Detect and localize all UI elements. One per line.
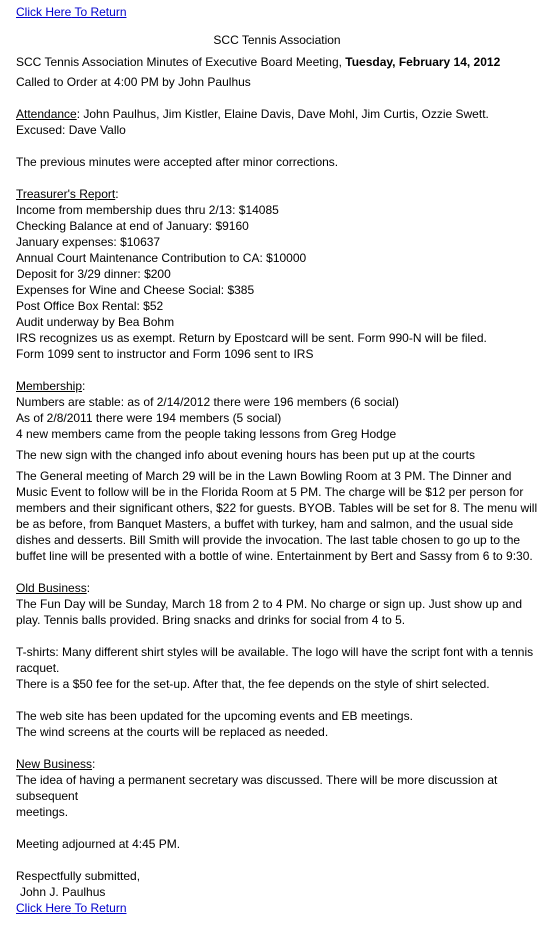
top-return-line	[16, 4, 538, 20]
signoff-name: John J. Paulhus	[20, 885, 106, 899]
old-business-heading: Old Business	[16, 581, 87, 595]
page-title: SCC Tennis Association	[213, 33, 341, 47]
bottom-return-link-text[interactable]: Click Here	[16, 901, 72, 915]
treasurer-line: Post Office Box Rental: $52	[16, 299, 164, 313]
treasurer-line: January expenses: $10637	[16, 235, 161, 249]
wind-screens-line: The wind screens at the courts will be replaced as needed.	[16, 725, 329, 739]
top-return-link-text[interactable]: Click Here	[16, 5, 72, 19]
membership-heading-colon: :	[82, 379, 86, 393]
new-business-heading-line	[16, 756, 538, 772]
treasurer-heading-line	[16, 186, 538, 202]
treasurer-line: Deposit for 3/29 dinner: $200	[16, 267, 171, 281]
new-business-heading-colon: :	[92, 757, 96, 771]
tshirts-paragraph: T-shirts: Many different shirt styles will be available. The logo will have the script font with a tennis racquet.	[16, 645, 534, 675]
attendance-line	[16, 106, 538, 122]
bottom-return-line	[16, 900, 538, 916]
treasurer-line: Expenses for Wine and Cheese Social: $385	[16, 283, 255, 297]
new-business-line: subsequent	[16, 789, 79, 803]
top-return-link[interactable]	[16, 5, 127, 19]
membership-line: As of 2/8/2011 there were 194 members (5 social)	[16, 411, 282, 425]
attendance-names: : John Paulhus, Jim Kistler, Elaine Davis, Dave Mohl, Jim Curtis, Ozzie Swett.	[76, 107, 489, 121]
treasurer-line: Income from membership dues thru 2/13: $14085	[16, 203, 279, 217]
called-to-order: Called to Order at 4:00 PM by John Paulhus	[16, 75, 251, 89]
membership-heading: Membership	[16, 379, 83, 393]
excused-line: Excused: Dave Vallo	[16, 123, 126, 137]
treasurer-line: Form 1099 sent to instructor and Form 1096 sent to IRS	[16, 347, 314, 361]
treasurer-heading: Treasurer's Report	[16, 187, 116, 201]
adjourned-line: Meeting adjourned at 4:45 PM.	[16, 837, 181, 851]
new-sign-note: The new sign with the changed info about evening hours has been put up at the courts	[16, 448, 475, 462]
membership-line: 4 new members came from the people taking lessons from Greg Hodge	[16, 427, 397, 441]
attendance-heading: Attendance	[16, 107, 77, 121]
membership-line: Numbers are stable: as of 2/14/2012 there were 196 members (6 social)	[16, 395, 399, 409]
website-line: The web site has been updated for the upcoming events and EB meetings.	[16, 709, 413, 723]
bottom-return-link[interactable]	[16, 901, 127, 915]
subtitle	[16, 54, 538, 70]
minutes-document	[16, 4, 538, 916]
treasurer-line: Audit underway by Bea Bohm	[16, 315, 175, 329]
old-business-heading-colon: :	[86, 581, 91, 595]
new-business-line: The idea of having a permanent secretary was discussed. There will be more discussion at	[16, 773, 498, 787]
top-return-link-after[interactable]: To Return	[71, 5, 127, 19]
membership-heading-line	[16, 378, 538, 394]
treasurer-line: Annual Court Maintenance Contribution to CA: $10000	[16, 251, 307, 265]
meeting-date: Tuesday, February 14, 2012	[345, 55, 501, 69]
new-business-line: meetings.	[16, 805, 69, 819]
bottom-return-link-after[interactable]: To Return	[71, 901, 127, 915]
signoff-line: Respectfully submitted,	[16, 869, 141, 883]
treasurer-line: Checking Balance at end of January: $9160	[16, 219, 249, 233]
treasurer-line: IRS recognizes us as exempt. Return by Epostcard will be sent. Form 990-N will be filed.	[16, 331, 487, 345]
new-business-heading: New Business	[16, 757, 93, 771]
subtitle-prefix: SCC Tennis Association Minutes of Executive Board Meeting,	[16, 55, 346, 69]
tshirt-fee-line: There is a $50 fee for the set-up. After that, the fee depends on the style of shirt selected.	[16, 677, 490, 691]
treasurer-heading-colon: :	[115, 187, 119, 201]
previous-minutes: The previous minutes were accepted after minor corrections.	[16, 155, 339, 169]
old-business-heading-line	[16, 580, 538, 596]
general-meeting-paragraph: The General meeting of March 29 will be in the Lawn Bowling Room at 3 PM. The Dinner and Music Event to follow will be in the Florida Room at 5 PM. The charge will be $12 per person for members and their significant others, $22 for guests. BYOB. Tables will be set for 8. The menu will be as before, from Banquet Masters, a buffet with turkey, ham and salmon, and the usual side dishes and desserts. Bill Smith will provide the invocation. The last table chosen to go up to the buffet line will be presented with a bottle of wine. Entertainment by Bert and Sassy from 6 to 9:30.	[16, 469, 538, 563]
fun-day-paragraph: The Fun Day will be Sunday, March 18 from 2 to 4 PM. No charge or sign up. Just show up and play. Tennis balls provided. Bring snacks and drinks for social from 4 to 5.	[16, 597, 523, 627]
